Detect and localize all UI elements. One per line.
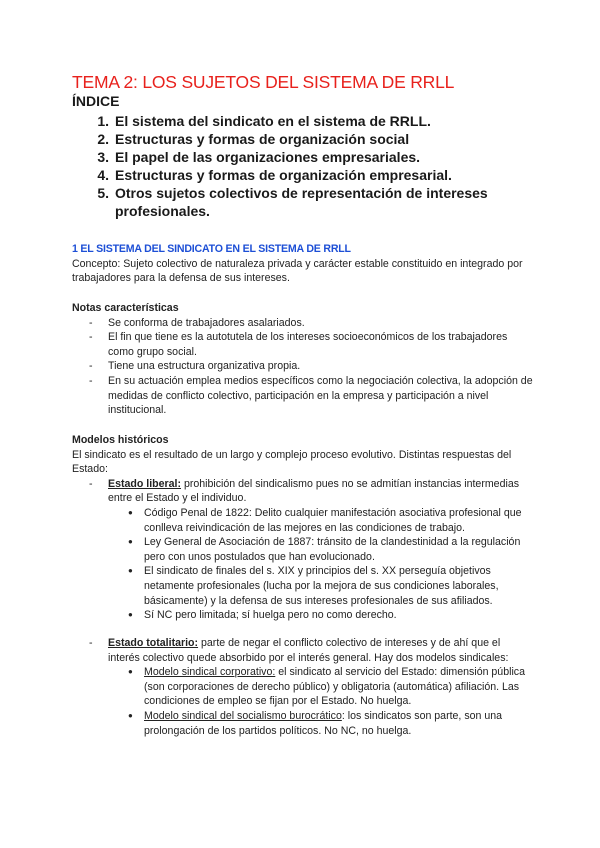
list-item: ● El sindicato de finales del s. XIX y principios del s. XX perseguía objetivos netamente profesionales (lucha por la mejora de sus condiciones laborales, básicamente) y la defensa de sus intereses profesionales de sus afiliados.: [72, 564, 534, 608]
index-item: 2. Estructuras y formas de organización social: [97, 131, 410, 147]
index-item: 4. Estructuras y formas de organización empresarial.: [97, 167, 452, 183]
list-item: ● Sí NC pero limitada; sí huelga pero no como derecho.: [72, 608, 534, 623]
list-item: ● Ley General de Asociación de 1887: tránsito de la clandestinidad a la regulación pero con unos postulados que han evolucionado.: [72, 535, 534, 564]
notas-list: [72, 316, 534, 418]
section-1: [72, 242, 534, 286]
list-item: ● Modelo sindical corporativo: el sindicato al servicio del Estado: dimensión pública (son corporaciones de derecho público) y obligatoria (automática) afiliación. Las condiciones de empleo se fijan por el Estado. No huelga.: [72, 665, 534, 709]
section-title: 1 EL SISTEMA DEL SINDICATO EN EL SISTEMA DE RRLL: [72, 243, 351, 255]
liberal-bullets: [72, 506, 534, 623]
index-item: 5. Otros sujetos colectivos de representación de intereses profesionales.: [97, 185, 488, 219]
list-item: ● Modelo sindical del socialismo burocrático: los sindicatos son parte, son una prolongación de los partidos políticos. No NC, no huelga.: [72, 709, 534, 738]
index-heading: ÍNDICE: [72, 93, 120, 109]
estado-liberal-label: Estado liberal:: [108, 477, 181, 490]
list-item: - Estado totalitario: parte de negar el conflicto colectivo de intereses y de ahí que el interés colectivo quede absorbido por el interés general. Hay dos modelos sindicales:: [72, 636, 534, 665]
document-title: TEMA 2: LOS SUJETOS DEL SISTEMA DE RRLL: [72, 72, 455, 92]
notas-heading: Notas características: [72, 302, 179, 314]
totalitario-list: [72, 636, 534, 665]
list-item: - Se conforma de trabajadores asalariados.: [72, 316, 534, 331]
list-item: - El fin que tiene es la autotutela de los intereses socioeconómicos de los trabajadores como grupo social.: [72, 330, 534, 359]
notas-section: [72, 301, 534, 418]
list-item: ● Código Penal de 1822: Delito cualquier manifestación asociativa profesional que conlleva reivindicación de las mejores en las condiciones de trabajo.: [72, 506, 534, 535]
list-item: - Estado liberal: prohibición del sindicalismo pues no se admitían instancias intermedias entre el Estado y el individuo.: [72, 477, 534, 506]
index-item: 1. El sistema del sindicato en el sistema de RRLL.: [97, 113, 431, 129]
index-list: [72, 112, 542, 220]
list-item: - En su actuación emplea medios específicos como la negociación colectiva, la adopción de medidas de conflicto colectivo, participación en la empresa y participación a nivel institucional.: [72, 374, 534, 418]
modelos-list: [72, 477, 534, 506]
modelos-intro: El sindicato es el resultado de un largo y complejo proceso evolutivo. Distintas respuestas del Estado:: [72, 448, 512, 476]
estado-totalitario-label: Estado totalitario:: [108, 637, 199, 649]
index-item: 3. El papel de las organizaciones empresariales.: [97, 149, 421, 165]
totalitario-bullets: [72, 665, 534, 738]
modelos-heading: Modelos históricos: [72, 434, 169, 446]
totalitario-section: [72, 636, 534, 738]
concept-paragraph: Concepto: Sujeto colectivo de naturaleza privada y carácter estable constituido en integrado por trabajadores para la defensa de sus intereses.: [72, 257, 523, 285]
list-item: - Tiene una estructura organizativa propia.: [72, 359, 534, 374]
modelos-section: [72, 433, 534, 623]
